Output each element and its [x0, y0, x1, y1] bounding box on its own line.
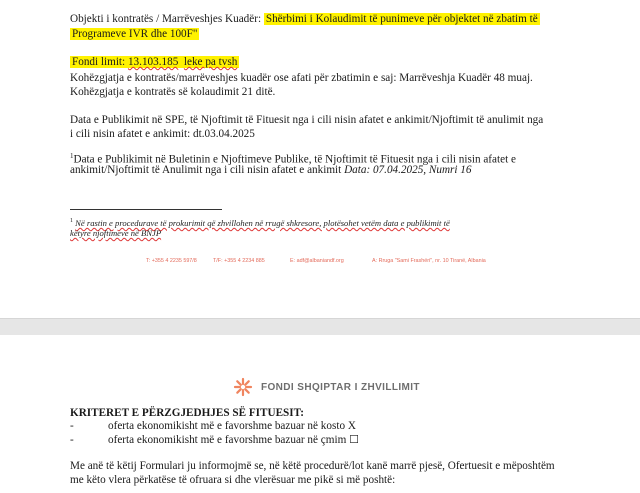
criteria-text-1: oferta ekonomikisht më e favorshme bazuar në kosto X [108, 420, 356, 432]
bulletin-text-2: ankimit/Njoftimit të Anulimit nga i cili nisin afatet e ankimit [70, 164, 342, 176]
contract-object-line-1 [70, 12, 540, 26]
footnote-text-1: Në rastin e procedurave të prokurimit që zhvillohen në rrugë shkresore, plotësohet vetëm data e publikimit të [75, 217, 450, 228]
duration-line-1: Kohëzgjatja e kontratës/marrëveshjes kuadër ose afati për zbatimin e saj: Marrëveshja Kuadër 48 muaj. [70, 72, 533, 84]
contract-object-line-2 [70, 27, 199, 41]
logo-text: FONDI SHQIPTAR I ZHVILLIMIT [261, 381, 420, 393]
footnote-text-2: këtyre njoftimeve në BNJP [70, 228, 162, 238]
bulletin-superscript: 1 [70, 152, 74, 160]
fund-limit-line [70, 55, 239, 69]
footnote-line-1 [70, 216, 450, 229]
info-line-1: Me anë të këtij Formulari ju informojmë se, në këtë procedurë/lot kanë marrë pjesë, Ofertuesit e mëposhtëm [70, 460, 555, 472]
page-break-gap [0, 318, 640, 336]
criteria-text-2: oferta ekonomikisht më e favorshme bazuar në çmim ☐ [108, 434, 360, 446]
contract-object-highlight-2: Programeve IVR dhe 100F" [72, 28, 198, 40]
fund-limit-highlight [70, 56, 239, 68]
criteria-dash-1: - [70, 420, 74, 432]
organization-logo [233, 377, 420, 397]
bulletin-date: Data: 07.04.2025, Numri 16 [344, 164, 472, 176]
fund-limit-label: Fondi limit: [72, 56, 126, 68]
starburst-logo-icon [233, 377, 253, 397]
info-line-2: me këto vlera përkatëse të ofruara si dhe vlerësuar me pikë si më poshtë: [70, 474, 396, 486]
bulletin-line-2 [70, 163, 471, 177]
spe-publication-line-1: Data e Publikimit në SPE, të Njoftimit të Fituesit nga i cili nisin afatet e ankimit/Njoftimit të anulimit nga [70, 114, 544, 126]
footnote-line-2 [70, 228, 161, 239]
footnote-superscript: 1 [70, 218, 73, 224]
duration-line-2: Kohëzgjatja e kontratës së kolaudimit 21 ditë. [70, 86, 276, 98]
criteria-dash-2: - [70, 434, 74, 446]
criteria-title: KRITERET E PËRZGJEDHJES SË FITUESIT: [70, 407, 304, 419]
contract-object-label: Objekti i kontratës / Marrëveshjes Kuadër: [70, 13, 262, 25]
footnote-separator [70, 209, 222, 210]
fund-limit-unit: leke pa tvsh [183, 56, 238, 68]
contact-tel: T: +355 4 2235 597/8 [146, 258, 197, 264]
contact-address: A: Rruga "Sami Frashëri", nr. 10 Tiranë, Albania [372, 258, 486, 264]
contact-email: E: adf@albaniandf.org [290, 258, 344, 264]
document-page-2 [0, 335, 640, 493]
contract-object-highlight-1: Shërbimi i Kolaudimit të punimeve për objektet në zbatim të [265, 13, 538, 25]
fund-limit-value: 13.103.185 [127, 56, 179, 68]
contact-fax: T/F: +355 4 2234 885 [213, 258, 265, 264]
bulletin-text-1: Data e Publikimit në Buletinin e Njoftimeve Publike, të Njoftimit të Fituesit nga i cili nisin afatet e [73, 153, 516, 166]
spe-publication-line-2: i cili nisin afatet e ankimit: dt.03.04.2025 [70, 128, 255, 140]
